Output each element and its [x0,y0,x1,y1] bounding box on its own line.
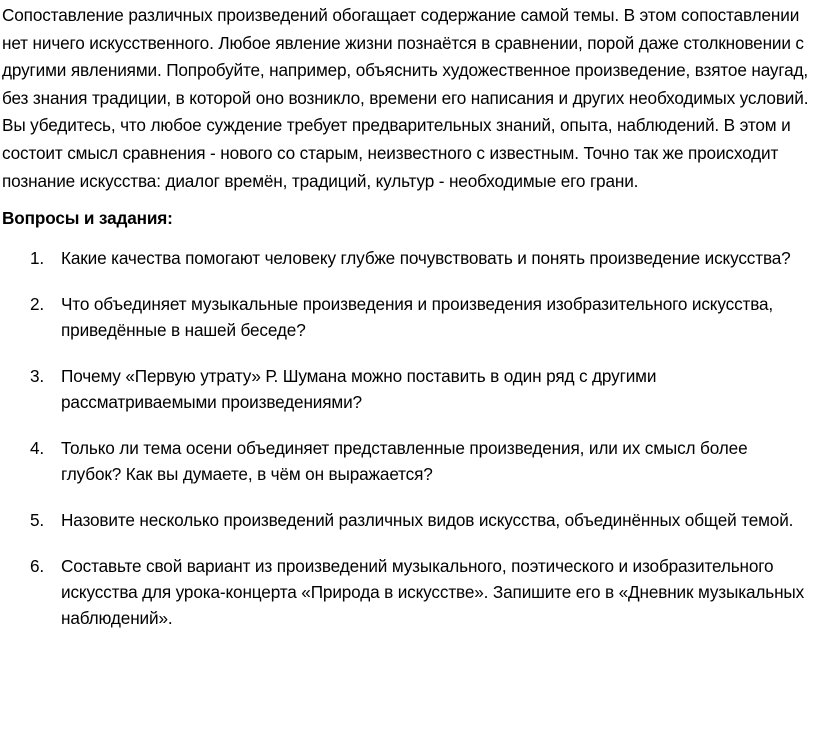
question-number: 3. [30,365,45,386]
question-item-3 [2,363,810,415]
question-item-4 [2,435,810,487]
question-item-5 [2,507,810,533]
questions-heading: Вопросы и задания: [2,208,173,229]
question-item-1 [2,245,810,271]
intro-paragraph: Сопоставление различных произведений обогащает содержание самой темы. В этом сопоставлении нет ничего искусственного. Любое явление жизни познаётся в сравнении, порой даже столкновении с другими явлениями. Попробуйте, например, объяснить художественное произведение, взятое наугад, без знания традиции, в которой оно возникло, времени его написания и других необходимых условий. Вы убедитесь, что любое суждение требует предварительных знаний, опыта, наблюдений. В этом и состоит смысл сравнения - нового со старым, неизвестного с известным. Точно так же происходит познание искусства: диалог времён, традиций, культур - необходимые его грани. [2,5,809,191]
question-number: 1. [30,247,45,268]
question-number: 6. [30,555,45,576]
question-text: Только ли тема осени объединяет представленные произведения, или их смысл более глубок? Как вы думаете, в чём он выражается? [61,437,748,484]
questions-list [2,245,810,631]
question-number: 5. [30,509,45,530]
question-number: 2. [30,293,45,314]
question-item-2 [2,291,810,343]
question-item-6 [2,553,810,631]
question-text: Составьте свой вариант из произведений музыкального, поэтического и изобразительного искусства для урока-концерта «Природа в искусстве». Запишите его в «Дневник музыкальных наблюдений». [61,555,805,628]
question-text: Назовите несколько произведений различных видов искусства, объединённых общей темой. [61,509,794,530]
question-text: Почему «Первую утрату» Р. Шумана можно поставить в один ряд с другими рассматриваемыми произведениями? [61,365,657,412]
question-text: Какие качества помогают человеку глубже почувствовать и понять произведение искусства? [61,247,791,268]
question-number: 4. [30,437,45,458]
question-text: Что объединяет музыкальные произведения и произведения изобразительного искусства, приведённые в нашей беседе? [61,293,774,340]
